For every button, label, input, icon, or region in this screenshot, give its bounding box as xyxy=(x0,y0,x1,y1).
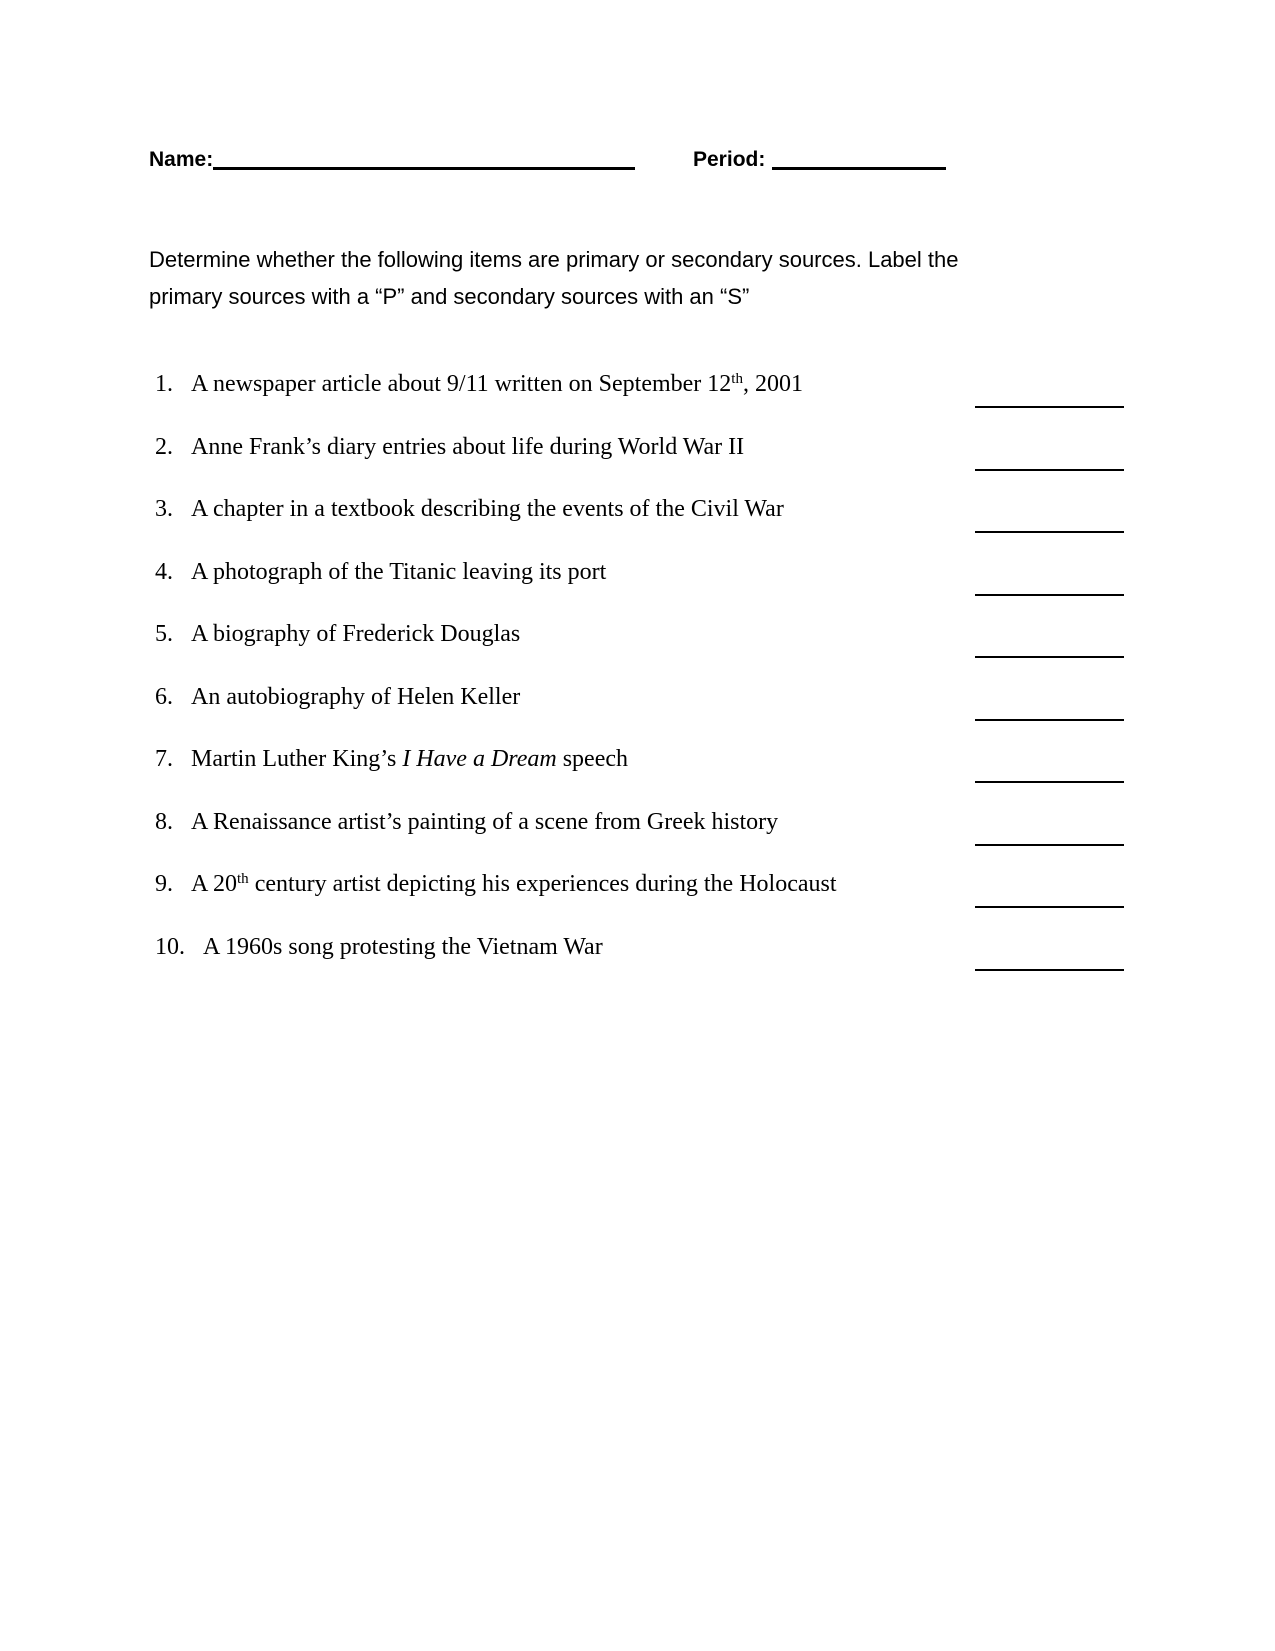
list-item xyxy=(155,916,1130,979)
item-text: A photograph of the Titanic leaving its port xyxy=(191,558,607,585)
item-number: 10. xyxy=(155,933,185,960)
item-number: 8. xyxy=(155,808,173,835)
answer-blank[interactable] xyxy=(975,666,1124,721)
item-text: Anne Frank’s diary entries about life during World War II xyxy=(191,433,745,460)
name-field-group xyxy=(149,148,635,172)
period-field-group xyxy=(693,148,946,172)
answer-blank[interactable] xyxy=(975,853,1124,908)
answer-blank[interactable] xyxy=(975,791,1124,846)
item-text: Martin Luther King’s I Have a Dream speech xyxy=(191,746,629,772)
item-number: 3. xyxy=(155,496,173,522)
list-item xyxy=(155,478,1130,541)
list-item xyxy=(155,853,1130,916)
instructions xyxy=(149,241,959,315)
period-blank[interactable] xyxy=(772,166,946,170)
item-text: An autobiography of Helen Keller xyxy=(191,683,521,710)
instructions-line-2: primary sources with a “P” and secondary sources with an “S” xyxy=(149,284,750,309)
item-text: A biography of Frederick Douglas xyxy=(191,621,521,647)
list-item xyxy=(155,353,1130,416)
list-item xyxy=(155,791,1130,854)
answer-blank[interactable] xyxy=(975,603,1124,658)
item-number: 7. xyxy=(155,746,173,772)
answer-blank[interactable] xyxy=(975,728,1124,783)
name-blank[interactable] xyxy=(213,166,635,170)
answer-blank[interactable] xyxy=(975,916,1124,971)
list-item xyxy=(155,728,1130,791)
item-number: 2. xyxy=(155,433,173,460)
name-label: Name: xyxy=(149,148,214,171)
item-text: A 1960s song protesting the Vietnam War xyxy=(203,933,603,960)
answer-blank[interactable] xyxy=(975,478,1124,533)
list-item xyxy=(155,603,1130,666)
item-number: 4. xyxy=(155,558,173,585)
item-number: 5. xyxy=(155,621,173,647)
item-text: A 20th century artist depicting his experiences during the Holocaust xyxy=(191,871,837,897)
item-text: A newspaper article about 9/11 written on September 12th, 2001 xyxy=(191,371,803,397)
answer-blank[interactable] xyxy=(975,416,1124,471)
item-number: 1. xyxy=(155,371,173,397)
item-number: 9. xyxy=(155,871,173,897)
item-number: 6. xyxy=(155,683,173,710)
list-item xyxy=(155,666,1130,729)
instructions-line-1: Determine whether the following items are primary or secondary sources. Label the xyxy=(149,247,959,272)
list-item xyxy=(155,541,1130,604)
answer-blank[interactable] xyxy=(975,353,1124,408)
period-label: Period: xyxy=(693,148,766,171)
item-text: A chapter in a textbook describing the events of the Civil War xyxy=(191,496,784,522)
answer-blank[interactable] xyxy=(975,541,1124,596)
list-item xyxy=(155,416,1130,479)
item-text: A Renaissance artist’s painting of a scene from Greek history xyxy=(191,808,779,835)
source-list xyxy=(155,353,1130,978)
